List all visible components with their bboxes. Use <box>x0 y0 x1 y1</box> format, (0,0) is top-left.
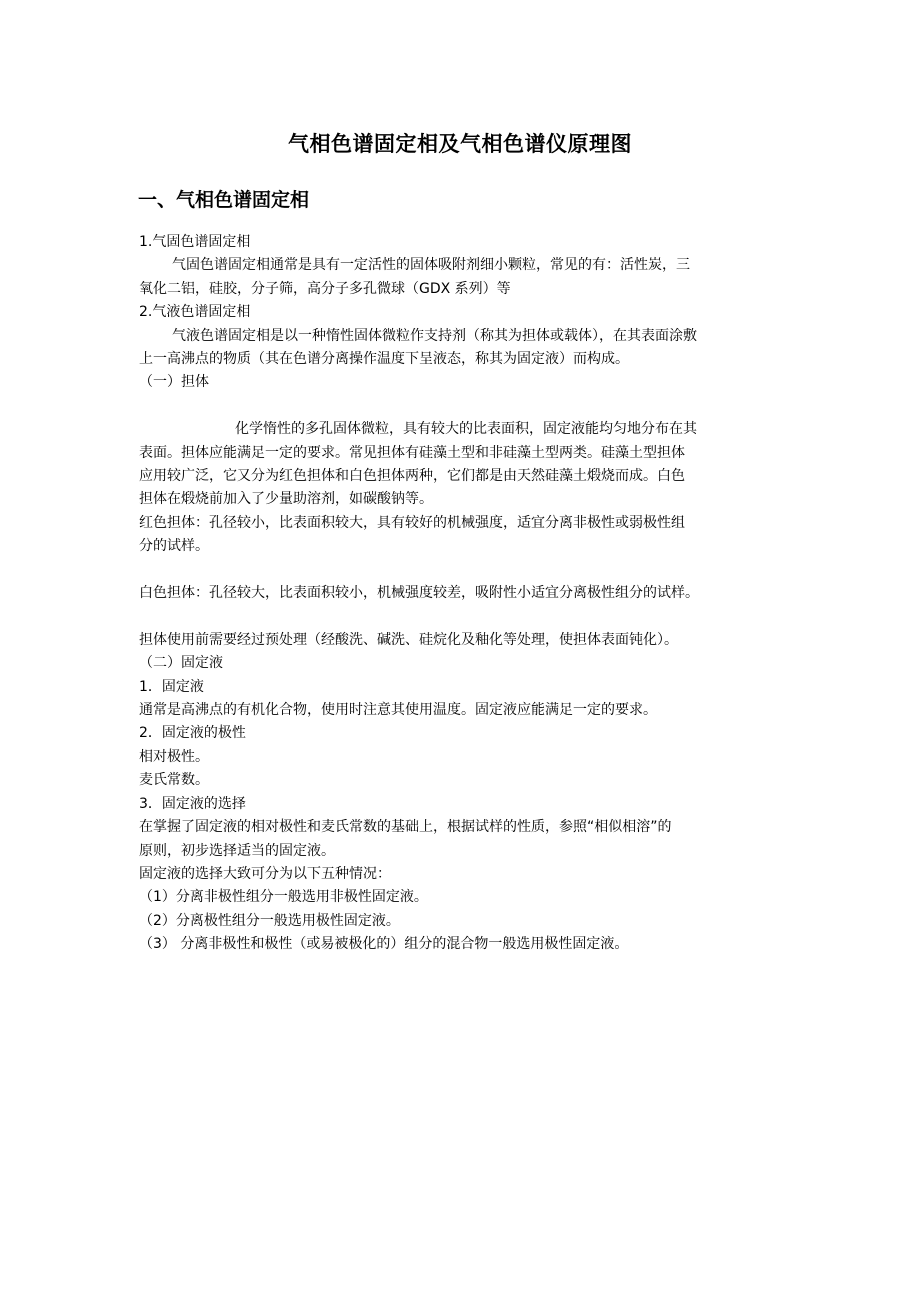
blank-line <box>139 559 789 582</box>
paragraph-line: 氧化二铝，硅胶，分子筛，高分子多孔微球（GDX 系列）等 <box>139 280 511 297</box>
paragraph-line: 气液色谱固定相是以一种惰性固体微粒作支持剂（称其为担体或载体），在其表面涂敷 <box>172 327 697 344</box>
paragraph-line: 白色担体：孔径较大，比表面积较小，机械强度较差，吸附性小适宜分离极性组分的试样。 <box>139 585 699 602</box>
paragraph-line: 红色担体：孔径较小，比表面积较大，具有较好的机械强度，适宜分离非极性或弱极性组 <box>139 514 685 531</box>
paragraph-line: 气固色谱固定相通常是具有一定活性的固体吸附剂细小颗粒，常见的有：活性炭，三 <box>172 257 690 274</box>
paragraph-line: 分的试样。 <box>139 538 209 555</box>
list-item: （2）分离极性组分一般选用极性固定液。 <box>139 912 400 929</box>
paragraph-line: 固定液的选择大致可分为以下五种情况： <box>139 865 391 882</box>
subheading-item: 3．固定液的选择 <box>139 795 246 812</box>
blank-line <box>139 395 789 418</box>
paragraph-line: 上一高沸点的物质（其在色谱分离操作温度下呈液态，称其为固定液）而构成。 <box>139 351 629 368</box>
paragraph-line: 麦氏常数。 <box>139 772 209 789</box>
subheading-support: （一）担体 <box>139 374 209 391</box>
document-body <box>139 231 789 957</box>
paragraph-line: 担体在煅烧前加入了少量助溶剂，如碳酸钠等。 <box>139 491 433 508</box>
subheading-stationary-liquid: （二）固定液 <box>139 655 223 672</box>
list-item: （1）分离非极性组分一般选用非极性固定液。 <box>139 889 428 906</box>
blank-line <box>139 605 789 628</box>
paragraph-line: 相对极性。 <box>139 748 209 765</box>
document-title: 气相色谱固定相及气相色谱仪原理图 <box>288 132 632 156</box>
subheading-gas-liquid: 2.气液色谱固定相 <box>139 304 251 321</box>
paragraph-line: 担体使用前需要经过预处理（经酸洗、碱洗、硅烷化及釉化等处理，使担体表面钝化）。 <box>139 631 678 648</box>
paragraph-line: 在掌握了固定液的相对极性和麦氏常数的基础上，根据试样的性质，参照“相似相溶”的 <box>139 819 672 836</box>
paragraph-line: 应用较广泛，它又分为红色担体和白色担体两种，它们都是由天然硅藻土煅烧而成。白色 <box>139 468 685 485</box>
subheading-gas-solid: 1.气固色谱固定相 <box>139 234 251 250</box>
paragraph-line: 表面。担体应能满足一定的要求。常见担体有硅藻土型和非硅藻土型两类。硅藻土型担体 <box>139 444 685 461</box>
subheading-item: 2．固定液的极性 <box>139 725 246 742</box>
paragraph-line: 化学惰性的多孔固体微粒，具有较大的比表面积，固定液能均匀地分布在其 <box>235 421 697 438</box>
paragraph-line: 原则，初步选择适当的固定液。 <box>139 842 335 859</box>
section-heading-stationary-phase: 一、气相色谱固定相 <box>138 189 310 211</box>
paragraph-line: 通常是高沸点的有机化合物，使用时注意其使用温度。固定液应能满足一定的要求。 <box>139 702 657 719</box>
list-item: （3） 分离非极性和极性（或易被极化的）组分的混合物一般选用极性固定液。 <box>139 936 629 953</box>
subheading-item: 1．固定液 <box>139 678 204 695</box>
